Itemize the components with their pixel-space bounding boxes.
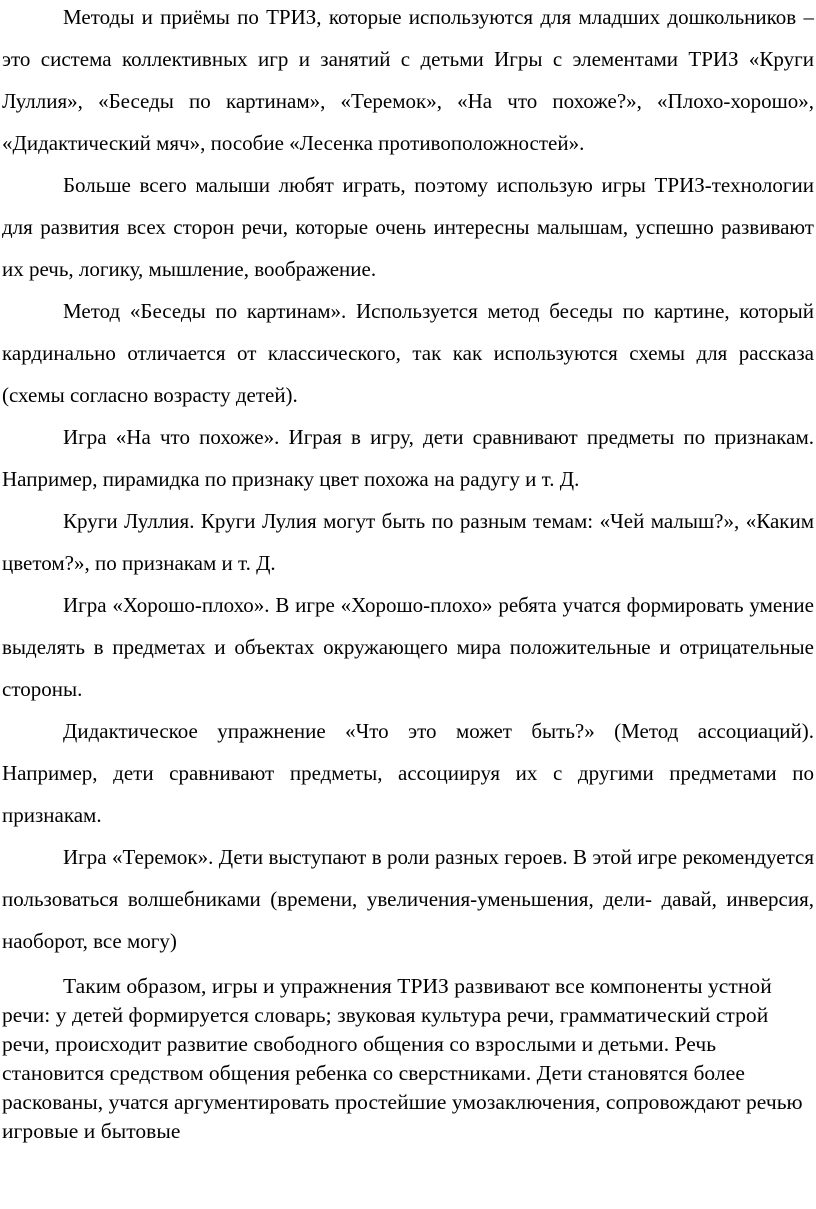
paragraph-kids-love-games: Больше всего малыши любят играть, поэтому использую игры ТРИЗ-технологии для развития всех сторон речи, которые очень интересны малышам, успешно развивают их речь, логику, мышление, воображение. bbox=[2, 173, 814, 281]
paragraph-good-bad: Игра «Хорошо-плохо». В игре «Хорошо-плохо» ребята учатся формировать умение выделять в предметах и объектах окружающего мира положительные и отрицательные стороны. bbox=[2, 593, 814, 701]
paragraph-triz-methods: Методы и приёмы по ТРИЗ, которые используются для младших дошкольников – это система коллективных игр и занятий с детьми Игры с элементами ТРИЗ «Круги Луллия», «Беседы по картинам», «Теремок», «На что похоже?», «Плохо-хорошо», «Дидактический мяч», пособие «Лесенка противоположностей». bbox=[2, 5, 814, 155]
paragraph-picture-conversations: Метод «Беседы по картинам». Используется метод беседы по картине, который кардинально отличается от классического, так как используются схемы для рассказа (схемы согласно возрасту детей). bbox=[2, 299, 814, 407]
paragraph-association-method: Дидактическое упражнение «Что это может быть?» (Метод ассоциаций). Например, дети сравнивают предметы, ассоциируя их с другими предметами по признакам. bbox=[2, 719, 814, 827]
document-page bbox=[2, 0, 814, 1146]
paragraph-conclusion: Таким образом, игры и упражнения ТРИЗ развивают все компоненты устной речи: у детей формируется словарь; звуковая культура речи, грамматический строй речи, происходит развитие свободного общения со взрослыми и детьми. Речь становится средством общения ребенка со сверстниками. Дети становятся более раскованы, учатся аргументировать простейшие умозаключения, сопровождают речью игровые и бытовые bbox=[2, 974, 803, 1143]
paragraph-llull-circles: Круги Луллия. Круги Лулия могут быть по разным темам: «Чей малыш?», «Каким цветом?», по признакам и т. Д. bbox=[2, 509, 814, 575]
paragraph-teremok: Игра «Теремок». Дети выступают в роли разных героев. В этой игре рекомендуется пользоваться волшебниками (времени, увеличения-уменьшения, дели- давай, инверсия, наоборот, все могу) bbox=[2, 845, 814, 953]
paragraph-what-does-it-look-like: Игра «На что похоже». Играя в игру, дети сравнивают предметы по признакам. Например, пирамидка по признаку цвет похожа на радугу и т. Д. bbox=[2, 425, 814, 491]
